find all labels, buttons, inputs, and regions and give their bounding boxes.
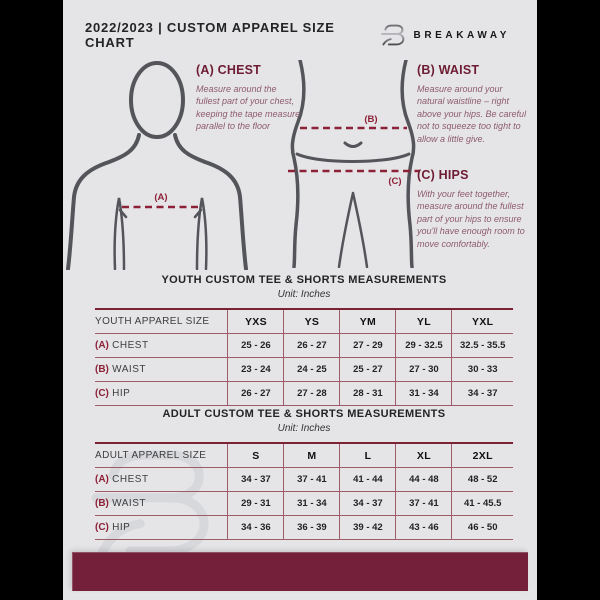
table-cell: 34 - 37 [340,492,396,516]
inner-leg-lines [339,193,367,267]
youth-chest-row [95,334,513,358]
table-cell: 46 - 50 [452,516,513,540]
table-cell: 26 - 27 [228,382,284,406]
table-cell: 23 - 24 [228,358,284,382]
waist-guide [417,63,531,145]
table-cell: 27 - 29 [340,334,396,358]
waist-guide-description: Measure around your natural waistline – right above your hips. Be careful not to squeeze too tight to allow a little give. [417,84,527,144]
table-cell: 41 - 44 [340,468,396,492]
adult-size-table [95,442,513,540]
youth-size-label: YOUTH APPAREL SIZE [95,316,210,327]
table-cell: 29 - 31 [228,492,284,516]
table-cell: 34 - 37 [452,382,513,406]
adult-size-l: L [340,443,396,468]
table-cell: 27 - 30 [396,358,452,382]
hips-marker-label: (C) [388,176,402,187]
measurement-guide-section [63,56,537,272]
waist-guide-heading: (B) WAIST [417,63,480,77]
footer-bar [72,552,528,591]
youth-size-ym: YM [340,309,396,334]
chest-guide-heading: (A) CHEST [196,63,261,77]
left-armpit-line [115,198,126,269]
youth-size-yxl: YXL [452,309,513,334]
right-hip-leg-outline [402,60,414,267]
adult-size-s: S [228,443,284,468]
brand-name: BREAKAWAY [413,29,510,41]
chest-marker-label: (A) [154,192,168,203]
table-cell: 30 - 33 [452,358,513,382]
navel-mark [345,143,361,147]
adult-size-label: ADULT APPAREL SIZE [95,450,207,461]
lower-body-figure [283,60,423,268]
table-cell: 27 - 28 [284,382,340,406]
table-cell: 25 - 26 [228,334,284,358]
hips-guide [417,168,531,250]
adult-size-m: M [284,443,340,468]
adult-size-xl: XL [396,443,452,468]
hips-guide-heading: (C) HIPS [417,168,469,182]
head-outline [131,63,183,137]
youth-chest-label: (A) CHEST [95,340,149,351]
table-cell: 25 - 27 [340,358,396,382]
page-header [63,0,537,56]
table-cell: 48 - 52 [452,468,513,492]
chest-guide [196,63,302,133]
youth-table-title: YOUTH CUSTOM TEE & SHORTS MEASUREMENTS [161,274,447,286]
table-cell: 31 - 34 [396,382,452,406]
adult-chest-row [95,468,513,492]
youth-size-yxs: YXS [228,309,284,334]
youth-size-yl: YL [396,309,452,334]
youth-hip-label: (C) HIP [95,388,131,399]
breakaway-b-logo-icon [380,22,407,48]
hips-guide-description: With your feet together, measure around the fullest part of your hips to ensure you'll have enough room to move comfortably. [417,189,525,249]
table-cell: 41 - 45.5 [452,492,513,516]
right-shoulder-arm [175,135,246,269]
table-cell: 29 - 32.5 [396,334,452,358]
table-cell: 32.5 - 35.5 [452,334,513,358]
left-shoulder-arm [68,135,139,269]
table-cell: 44 - 48 [396,468,452,492]
page-title: 2022/2023 | CUSTOM APPAREL SIZE CHART [85,20,335,50]
waist-marker-label: (B) [364,114,378,125]
youth-size-table [95,308,513,406]
table-cell: 26 - 27 [284,334,340,358]
youth-hip-row [95,382,513,406]
youth-table-unit: Unit: Inches [277,289,331,300]
adult-table-title: ADULT CUSTOM TEE & SHORTS MEASUREMENTS [162,408,446,420]
table-cell: 24 - 25 [284,358,340,382]
size-chart-page [63,0,537,600]
table-cell: 34 - 36 [228,516,284,540]
table-cell: 37 - 41 [284,468,340,492]
right-armpit-line [195,198,206,269]
table-cell: 43 - 46 [396,516,452,540]
youth-waist-row [95,358,513,382]
adult-table-unit: Unit: Inches [277,423,331,434]
hip-curve-line [297,154,409,162]
adult-hip-row [95,516,513,540]
adult-chest-label: (A) CHEST [95,474,149,485]
youth-size-ys: YS [284,309,340,334]
adult-header-row [95,443,513,468]
table-cell: 36 - 39 [284,516,340,540]
adult-size-2xl: 2XL [452,443,513,468]
adult-waist-row [95,492,513,516]
table-cell: 31 - 34 [284,492,340,516]
table-cell: 28 - 31 [340,382,396,406]
table-cell: 37 - 41 [396,492,452,516]
adult-waist-label: (B) WAIST [95,498,146,509]
adult-hip-label: (C) HIP [95,522,131,533]
youth-header-row [95,309,513,334]
chest-guide-description: Measure around the fullest part of your chest, keeping the tape measure parallel to the floor [196,84,301,132]
brand-lockup [380,22,511,48]
table-cell: 34 - 37 [228,468,284,492]
table-cell: 39 - 42 [340,516,396,540]
youth-waist-label: (B) WAIST [95,364,146,375]
